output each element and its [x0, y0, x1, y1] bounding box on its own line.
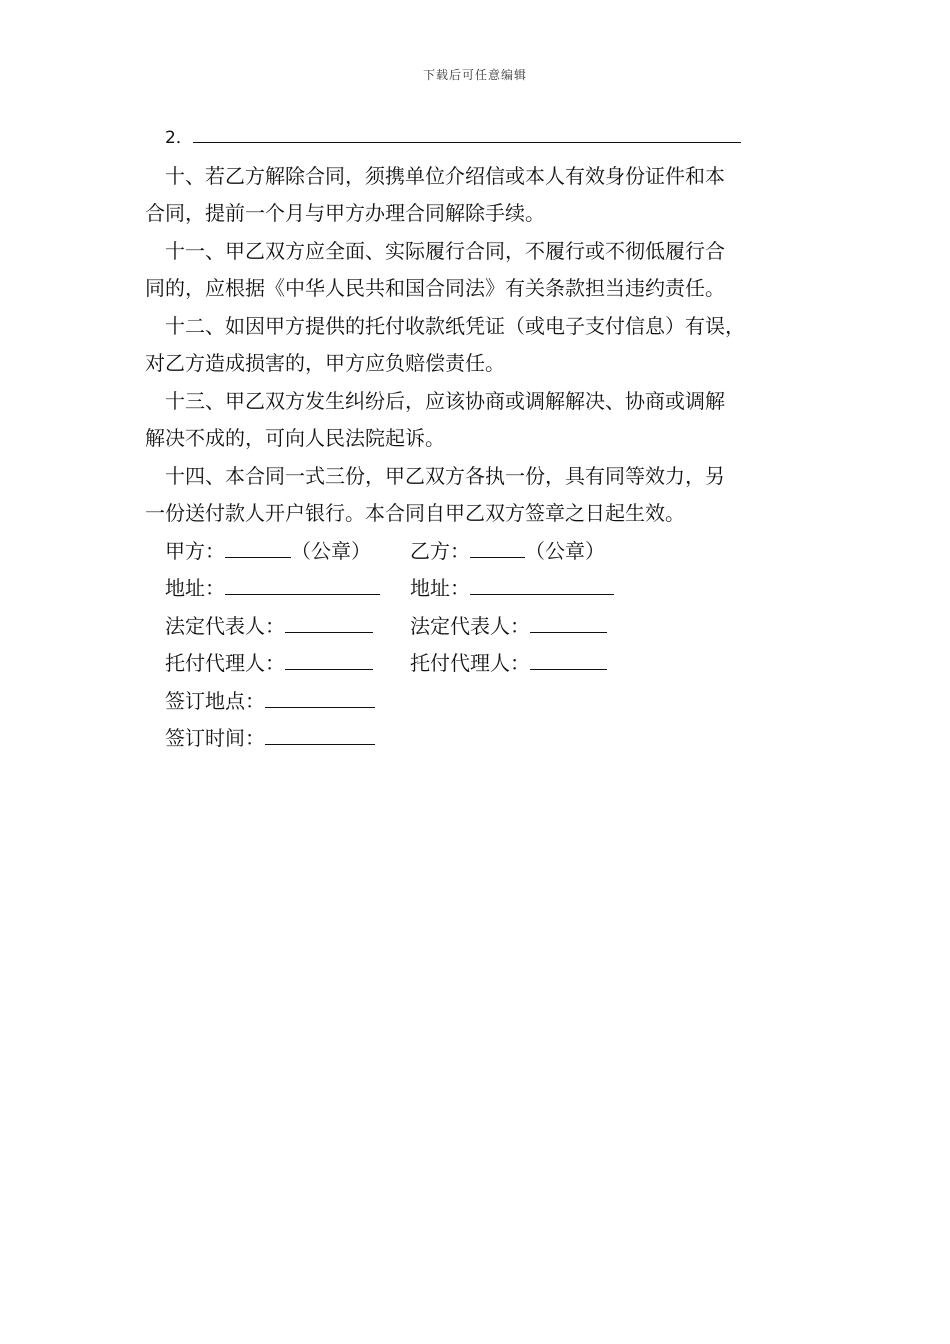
- address-b-blank: [470, 576, 614, 595]
- address-b-group: [410, 570, 614, 608]
- rep-a-blank: [285, 614, 373, 633]
- signature-row-place: [145, 683, 810, 721]
- item-2-number: 2．: [165, 128, 193, 148]
- party-b-blank: [470, 539, 525, 558]
- party-b-group: [410, 533, 605, 571]
- address-a-blank: [225, 576, 380, 595]
- item-2-blank: [193, 124, 741, 143]
- clause-13-line2: 解决不成的，可向人民法院起诉。: [145, 426, 445, 450]
- clause-14-line1: 十四、本合同一式三份，甲乙双方各执一份，具有同等效力，另: [165, 463, 725, 488]
- place-label: 签订地点：: [165, 688, 265, 713]
- rep-b-group: [410, 608, 607, 646]
- signature-row-address: [145, 570, 810, 608]
- address-b-label: 地址：: [410, 576, 470, 600]
- time-blank: [265, 726, 375, 745]
- rep-b-label: 法定代表人：: [410, 613, 530, 638]
- page-header: 下载后可任意编辑: [422, 68, 527, 82]
- party-b-seal: （公章）: [525, 538, 605, 563]
- agent-a-label: 托付代理人：: [165, 651, 285, 675]
- time-label: 签订时间：: [165, 726, 265, 750]
- rep-a-label: 法定代表人：: [165, 613, 285, 638]
- rep-b-blank: [530, 614, 607, 633]
- clause-13-line1: 十三、甲乙双方发生纠纷后，应该协商或调解解决、协商或调解: [165, 388, 725, 413]
- agent-b-blank: [530, 651, 607, 670]
- party-a-label: 甲方：: [165, 538, 225, 563]
- clause-11-line1: 十一、甲乙双方应全面、实际履行合同，不履行或不彻低履行合: [165, 238, 725, 263]
- party-b-label: 乙方：: [410, 538, 470, 563]
- address-a-label: 地址：: [165, 576, 225, 600]
- clause-14-line2: 一份送付款人开户银行。本合同自甲乙双方签章之日起生效。: [145, 501, 685, 525]
- place-blank: [265, 689, 375, 708]
- clause-10-line2: 合同，提前一个月与甲方办理合同解除手续。: [145, 201, 545, 225]
- clause-11-line2: 同的，应根据《中华人民共和国合同法》有关条款担当违约责任。: [145, 276, 725, 300]
- agent-a-blank: [285, 651, 373, 670]
- clause-10-line1: 十、若乙方解除合同，须携单位介绍信或本人有效身份证件和本: [165, 163, 725, 188]
- agent-b-label: 托付代理人：: [410, 651, 530, 675]
- clause-12-line2: 对乙方造成损害的，甲方应负赔偿责任。: [145, 351, 505, 375]
- party-a-seal: （公章）: [291, 538, 371, 563]
- item-2-line: [145, 120, 810, 158]
- clause-12-line1: 十二、如因甲方提供的托付收款纸凭证（或电子支付信息）有误，: [165, 313, 745, 338]
- signature-row-agent: [145, 645, 810, 683]
- agent-b-group: [410, 645, 607, 683]
- signature-row-representative: [145, 608, 810, 646]
- party-a-blank: [225, 539, 291, 558]
- contract-body: [145, 120, 810, 758]
- signature-row-time: [145, 720, 810, 758]
- signature-row-parties: [145, 533, 810, 571]
